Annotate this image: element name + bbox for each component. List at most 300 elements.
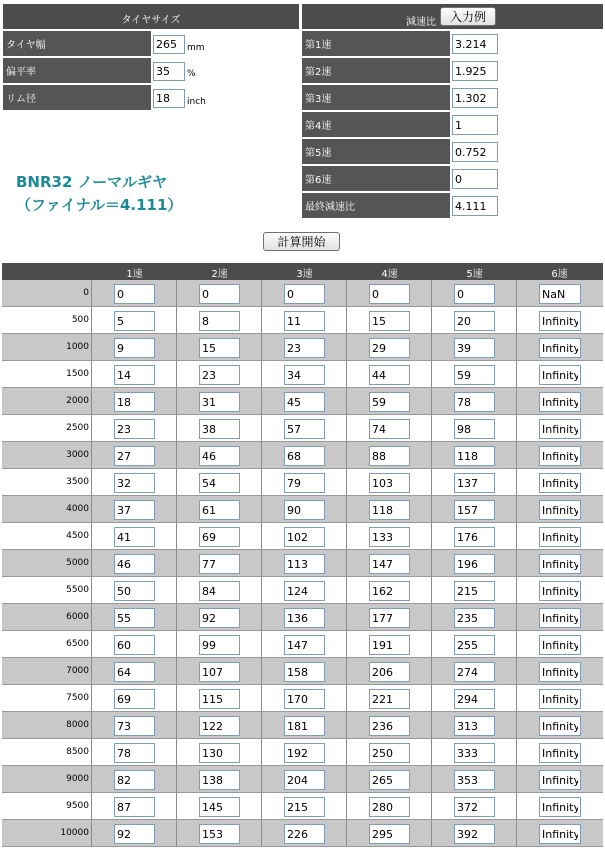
rpm-label: 0 — [83, 288, 89, 298]
column-divider — [431, 442, 432, 469]
column-divider — [516, 415, 517, 442]
table-row — [2, 685, 603, 712]
speed-cell-gear-5[interactable] — [454, 311, 495, 331]
speed-cell-gear-3[interactable] — [284, 797, 325, 817]
speed-cell-gear-1[interactable] — [114, 581, 155, 601]
speed-cell-gear-2[interactable] — [199, 473, 240, 493]
column-divider — [261, 604, 262, 631]
speed-cell-gear-3[interactable] — [284, 608, 325, 628]
speed-cell-gear-1[interactable] — [114, 284, 155, 304]
column-divider — [261, 577, 262, 604]
speed-cell-gear-6[interactable] — [539, 689, 581, 709]
column-divider — [516, 712, 517, 739]
speed-cell-gear-4[interactable] — [369, 365, 410, 385]
speed-cell-gear-3[interactable] — [284, 419, 325, 439]
column-divider — [91, 442, 92, 469]
column-header-gear-5: 5速 — [466, 269, 483, 280]
column-divider — [346, 388, 347, 415]
column-divider — [431, 658, 432, 685]
column-divider — [346, 469, 347, 496]
column-divider — [516, 550, 517, 577]
speed-cell-gear-2[interactable] — [199, 743, 240, 763]
speed-cell-gear-5[interactable] — [454, 581, 495, 601]
column-divider — [176, 739, 177, 766]
speed-cell-gear-3[interactable] — [284, 662, 325, 682]
gear-4-label: 第4速 — [302, 112, 450, 137]
speed-cell-gear-2[interactable] — [199, 311, 240, 331]
speed-cell-gear-3[interactable] — [284, 635, 325, 655]
speed-cell-gear-2[interactable] — [199, 500, 240, 520]
gear-3-label: 第3速 — [302, 85, 450, 110]
speed-cell-gear-6[interactable] — [539, 581, 581, 601]
speed-cell-gear-5[interactable] — [454, 500, 495, 520]
table-row — [2, 793, 603, 820]
speed-cell-gear-5[interactable] — [454, 743, 495, 763]
column-divider — [91, 712, 92, 739]
column-divider — [91, 334, 92, 361]
table-row — [2, 550, 603, 577]
column-divider — [516, 658, 517, 685]
column-divider — [346, 820, 347, 847]
speed-cell-gear-3[interactable] — [284, 473, 325, 493]
speed-cell-gear-3[interactable] — [284, 689, 325, 709]
speed-cell-gear-3[interactable] — [284, 365, 325, 385]
speed-cell-gear-6[interactable] — [539, 311, 581, 331]
column-divider — [431, 361, 432, 388]
speed-cell-gear-6[interactable] — [539, 500, 581, 520]
column-divider — [176, 307, 177, 334]
column-divider — [261, 793, 262, 820]
column-divider — [261, 334, 262, 361]
speed-cell-gear-2[interactable] — [199, 770, 240, 790]
column-divider — [176, 361, 177, 388]
table-row — [2, 361, 603, 388]
speed-cell-gear-1[interactable] — [114, 716, 155, 736]
speed-cell-gear-4[interactable] — [369, 392, 410, 412]
gear-3-input[interactable] — [452, 88, 498, 108]
column-divider — [261, 307, 262, 334]
speed-cell-gear-2[interactable] — [199, 716, 240, 736]
speed-cell-gear-4[interactable] — [369, 419, 410, 439]
table-row — [2, 577, 603, 604]
column-divider — [516, 766, 517, 793]
column-divider — [431, 280, 432, 307]
speed-cell-gear-3[interactable] — [284, 554, 325, 574]
table-row — [2, 604, 603, 631]
speed-cell-gear-5[interactable] — [454, 446, 495, 466]
column-divider — [516, 577, 517, 604]
rpm-label: 10000 — [60, 828, 89, 838]
table-row — [2, 334, 603, 361]
speed-cell-gear-5[interactable] — [454, 527, 495, 547]
tire-width-unit: mm — [187, 43, 205, 53]
rim-diameter-label: リム径 — [3, 85, 151, 110]
column-divider — [261, 658, 262, 685]
column-divider — [176, 712, 177, 739]
column-header-gear-1: 1速 — [126, 269, 143, 280]
speed-cell-gear-1[interactable] — [114, 824, 155, 844]
column-divider — [261, 442, 262, 469]
column-divider — [91, 577, 92, 604]
speed-cell-gear-1[interactable] — [114, 311, 155, 331]
speed-cell-gear-1[interactable] — [114, 500, 155, 520]
example-input-button[interactable]: 入力例 — [440, 7, 496, 26]
gear-5-label: 第5速 — [302, 139, 450, 164]
column-divider — [261, 712, 262, 739]
column-divider — [346, 307, 347, 334]
column-divider — [91, 604, 92, 631]
speed-cell-gear-1[interactable] — [114, 689, 155, 709]
gear-6-input[interactable] — [452, 169, 498, 189]
speed-cell-gear-2[interactable] — [199, 338, 240, 358]
speed-cell-gear-2[interactable] — [199, 581, 240, 601]
column-divider — [346, 361, 347, 388]
speed-cell-gear-3[interactable] — [284, 284, 325, 304]
speed-cell-gear-3[interactable] — [284, 716, 325, 736]
column-divider — [431, 685, 432, 712]
column-divider — [346, 793, 347, 820]
column-divider — [91, 361, 92, 388]
speed-cell-gear-4[interactable] — [369, 581, 410, 601]
gear-2-input[interactable] — [452, 61, 498, 81]
table-row — [2, 739, 603, 766]
speed-cell-gear-4[interactable] — [369, 716, 410, 736]
column-divider — [346, 523, 347, 550]
column-divider — [91, 550, 92, 577]
column-divider — [431, 307, 432, 334]
rpm-label: 2500 — [66, 423, 89, 433]
column-divider — [91, 496, 92, 523]
column-divider — [431, 577, 432, 604]
speed-cell-gear-5[interactable] — [454, 473, 495, 493]
column-divider — [516, 793, 517, 820]
column-divider — [346, 577, 347, 604]
speed-cell-gear-1[interactable] — [114, 743, 155, 763]
speed-cell-gear-1[interactable] — [114, 446, 155, 466]
column-divider — [431, 496, 432, 523]
speed-cell-gear-6[interactable] — [539, 392, 581, 412]
rpm-label: 9500 — [66, 801, 89, 811]
speed-cell-gear-2[interactable] — [199, 365, 240, 385]
rpm-label: 1500 — [66, 369, 89, 379]
column-divider — [431, 820, 432, 847]
table-row — [2, 442, 603, 469]
speed-cell-gear-1[interactable] — [114, 473, 155, 493]
column-divider — [346, 550, 347, 577]
table-row — [2, 766, 603, 793]
column-divider — [431, 766, 432, 793]
preset-title-line2: （ファイナル＝4.111） — [16, 196, 183, 214]
speed-cell-gear-1[interactable] — [114, 635, 155, 655]
column-divider — [176, 550, 177, 577]
rpm-label: 7000 — [66, 666, 89, 676]
column-divider — [516, 523, 517, 550]
speed-cell-gear-2[interactable] — [199, 797, 240, 817]
speed-cell-gear-3[interactable] — [284, 527, 325, 547]
column-divider — [91, 793, 92, 820]
rpm-label: 500 — [71, 315, 89, 325]
speed-cell-gear-5[interactable] — [454, 635, 495, 655]
table-row — [2, 415, 603, 442]
table-row — [2, 388, 603, 415]
column-divider — [516, 631, 517, 658]
speed-cell-gear-4[interactable] — [369, 338, 410, 358]
rpm-label: 4000 — [66, 504, 89, 514]
table-row — [2, 523, 603, 550]
aspect-ratio-label: 偏平率 — [3, 58, 151, 83]
speed-cell-gear-4[interactable] — [369, 770, 410, 790]
speed-cell-gear-4[interactable] — [369, 662, 410, 682]
speed-cell-gear-5[interactable] — [454, 419, 495, 439]
column-divider — [516, 442, 517, 469]
column-divider — [516, 334, 517, 361]
column-divider — [176, 577, 177, 604]
column-divider — [176, 604, 177, 631]
speed-cell-gear-6[interactable] — [539, 716, 581, 736]
speed-cell-gear-1[interactable] — [114, 554, 155, 574]
column-divider — [261, 280, 262, 307]
speed-cell-gear-1[interactable] — [114, 527, 155, 547]
column-divider — [91, 766, 92, 793]
speed-cell-gear-2[interactable] — [199, 554, 240, 574]
speed-cell-gear-3[interactable] — [284, 743, 325, 763]
speed-cell-gear-5[interactable] — [454, 338, 495, 358]
speed-cell-gear-3[interactable] — [284, 500, 325, 520]
speed-cell-gear-6[interactable] — [539, 338, 581, 358]
column-divider — [261, 496, 262, 523]
column-divider — [91, 523, 92, 550]
speed-cell-gear-5[interactable] — [454, 284, 495, 304]
column-divider — [346, 766, 347, 793]
speed-cell-gear-4[interactable] — [369, 311, 410, 331]
gear-4-input[interactable] — [452, 115, 498, 135]
column-divider — [346, 685, 347, 712]
rpm-label: 6500 — [66, 639, 89, 649]
table-row — [2, 307, 603, 334]
speed-cell-gear-1[interactable] — [114, 662, 155, 682]
speed-cell-gear-4[interactable] — [369, 284, 410, 304]
speed-cell-gear-4[interactable] — [369, 635, 410, 655]
column-header-gear-3: 3速 — [296, 269, 313, 280]
speed-cell-gear-4[interactable] — [369, 743, 410, 763]
speed-cell-gear-4[interactable] — [369, 527, 410, 547]
speed-cell-gear-1[interactable] — [114, 770, 155, 790]
speed-cell-gear-5[interactable] — [454, 662, 495, 682]
column-header-gear-6: 6速 — [551, 269, 568, 280]
column-divider — [261, 820, 262, 847]
speed-cell-gear-1[interactable] — [114, 392, 155, 412]
speed-cell-gear-1[interactable] — [114, 338, 155, 358]
speed-cell-gear-5[interactable] — [454, 365, 495, 385]
speed-cell-gear-2[interactable] — [199, 635, 240, 655]
speed-cell-gear-1[interactable] — [114, 797, 155, 817]
speed-cell-gear-6[interactable] — [539, 419, 581, 439]
speed-cell-gear-5[interactable] — [454, 716, 495, 736]
speed-cell-gear-6[interactable] — [539, 797, 581, 817]
speed-cell-gear-4[interactable] — [369, 824, 410, 844]
column-divider — [176, 685, 177, 712]
speed-cell-gear-2[interactable] — [199, 446, 240, 466]
rpm-label: 6000 — [66, 612, 89, 622]
speed-cell-gear-2[interactable] — [199, 608, 240, 628]
column-divider — [91, 658, 92, 685]
column-divider — [346, 496, 347, 523]
rpm-label: 9000 — [66, 774, 89, 784]
table-row — [2, 658, 603, 685]
speed-cell-gear-4[interactable] — [369, 554, 410, 574]
calculate-button[interactable]: 計算開始 — [263, 232, 340, 251]
table-row — [2, 820, 603, 847]
column-divider — [346, 631, 347, 658]
speed-cell-gear-3[interactable] — [284, 446, 325, 466]
column-divider — [176, 388, 177, 415]
speed-cell-gear-3[interactable] — [284, 338, 325, 358]
rpm-label: 3500 — [66, 477, 89, 487]
table-row — [2, 631, 603, 658]
final-drive-label: 最終減速比 — [302, 193, 450, 218]
column-divider — [176, 658, 177, 685]
column-divider — [431, 739, 432, 766]
column-divider — [516, 361, 517, 388]
speed-cell-gear-5[interactable] — [454, 554, 495, 574]
column-divider — [431, 550, 432, 577]
column-divider — [346, 280, 347, 307]
speed-cell-gear-6[interactable] — [539, 365, 581, 385]
column-divider — [261, 739, 262, 766]
rim-diameter-input[interactable] — [153, 89, 185, 108]
column-divider — [431, 793, 432, 820]
column-divider — [176, 523, 177, 550]
aspect-ratio-unit: % — [187, 69, 196, 79]
column-divider — [261, 631, 262, 658]
speed-cell-gear-2[interactable] — [199, 689, 240, 709]
column-divider — [176, 820, 177, 847]
table-row — [2, 712, 603, 739]
column-divider — [346, 712, 347, 739]
speed-cell-gear-5[interactable] — [454, 392, 495, 412]
column-divider — [431, 415, 432, 442]
gear-1-input[interactable] — [452, 34, 498, 54]
preset-title-line1: BNR32 ノーマルギヤ — [16, 173, 168, 191]
column-divider — [91, 685, 92, 712]
speed-cell-gear-2[interactable] — [199, 824, 240, 844]
speed-cell-gear-2[interactable] — [199, 662, 240, 682]
speed-cell-gear-5[interactable] — [454, 824, 495, 844]
speed-cell-gear-5[interactable] — [454, 608, 495, 628]
column-divider — [261, 388, 262, 415]
rpm-label: 1000 — [66, 342, 89, 352]
speed-cell-gear-5[interactable] — [454, 797, 495, 817]
tire-size-header — [3, 4, 299, 29]
column-header-gear-2: 2速 — [211, 269, 228, 280]
column-divider — [91, 307, 92, 334]
speed-cell-gear-6[interactable] — [539, 527, 581, 547]
table-row — [2, 280, 603, 307]
speed-cell-gear-3[interactable] — [284, 581, 325, 601]
column-divider — [261, 523, 262, 550]
speed-cell-gear-1[interactable] — [114, 365, 155, 385]
column-divider — [516, 388, 517, 415]
rim-diameter-unit: inch — [187, 97, 206, 107]
column-divider — [91, 739, 92, 766]
speed-cell-gear-6[interactable] — [539, 284, 581, 304]
speed-cell-gear-6[interactable] — [539, 743, 581, 763]
speed-cell-gear-6[interactable] — [539, 770, 581, 790]
gear-2-label: 第2速 — [302, 58, 450, 83]
speed-cell-gear-6[interactable] — [539, 824, 581, 844]
speed-cell-gear-5[interactable] — [454, 689, 495, 709]
aspect-ratio-input[interactable] — [153, 62, 185, 81]
tire-width-label: タイヤ幅 — [3, 31, 151, 56]
speed-cell-gear-6[interactable] — [539, 446, 581, 466]
speed-cell-gear-4[interactable] — [369, 689, 410, 709]
column-divider — [346, 334, 347, 361]
speed-cell-gear-2[interactable] — [199, 419, 240, 439]
column-divider — [516, 820, 517, 847]
speed-cell-gear-1[interactable] — [114, 419, 155, 439]
speed-cell-gear-4[interactable] — [369, 446, 410, 466]
speed-cell-gear-4[interactable] — [369, 500, 410, 520]
column-divider — [431, 388, 432, 415]
column-divider — [261, 469, 262, 496]
column-divider — [346, 604, 347, 631]
column-divider — [91, 280, 92, 307]
speed-table-header — [2, 263, 603, 280]
rpm-label: 8000 — [66, 720, 89, 730]
column-divider — [516, 280, 517, 307]
table-row — [2, 469, 603, 496]
speed-cell-gear-2[interactable] — [199, 392, 240, 412]
speed-cell-gear-2[interactable] — [199, 527, 240, 547]
column-divider — [176, 442, 177, 469]
rpm-label: 3000 — [66, 450, 89, 460]
column-divider — [261, 685, 262, 712]
speed-cell-gear-3[interactable] — [284, 311, 325, 331]
column-divider — [91, 415, 92, 442]
speed-cell-gear-6[interactable] — [539, 554, 581, 574]
column-divider — [431, 469, 432, 496]
speed-cell-gear-6[interactable] — [539, 608, 581, 628]
gear-5-input[interactable] — [452, 142, 498, 162]
column-divider — [346, 739, 347, 766]
rpm-label: 2000 — [66, 396, 89, 406]
column-divider — [516, 604, 517, 631]
speed-cell-gear-6[interactable] — [539, 473, 581, 493]
speed-cell-gear-6[interactable] — [539, 662, 581, 682]
speed-cell-gear-1[interactable] — [114, 608, 155, 628]
rpm-label: 5500 — [66, 585, 89, 595]
column-divider — [431, 631, 432, 658]
tire-width-input[interactable] — [153, 35, 185, 54]
speed-cell-gear-4[interactable] — [369, 797, 410, 817]
speed-cell-gear-3[interactable] — [284, 770, 325, 790]
column-divider — [431, 712, 432, 739]
speed-cell-gear-4[interactable] — [369, 473, 410, 493]
column-divider — [261, 415, 262, 442]
column-divider — [176, 415, 177, 442]
rpm-label: 4500 — [66, 531, 89, 541]
final-drive-input[interactable] — [452, 196, 498, 216]
speed-cell-gear-3[interactable] — [284, 824, 325, 844]
speed-cell-gear-2[interactable] — [199, 284, 240, 304]
speed-cell-gear-4[interactable] — [369, 608, 410, 628]
speed-cell-gear-6[interactable] — [539, 635, 581, 655]
column-divider — [261, 361, 262, 388]
column-divider — [176, 793, 177, 820]
speed-cell-gear-5[interactable] — [454, 770, 495, 790]
speed-cell-gear-3[interactable] — [284, 392, 325, 412]
column-divider — [91, 820, 92, 847]
